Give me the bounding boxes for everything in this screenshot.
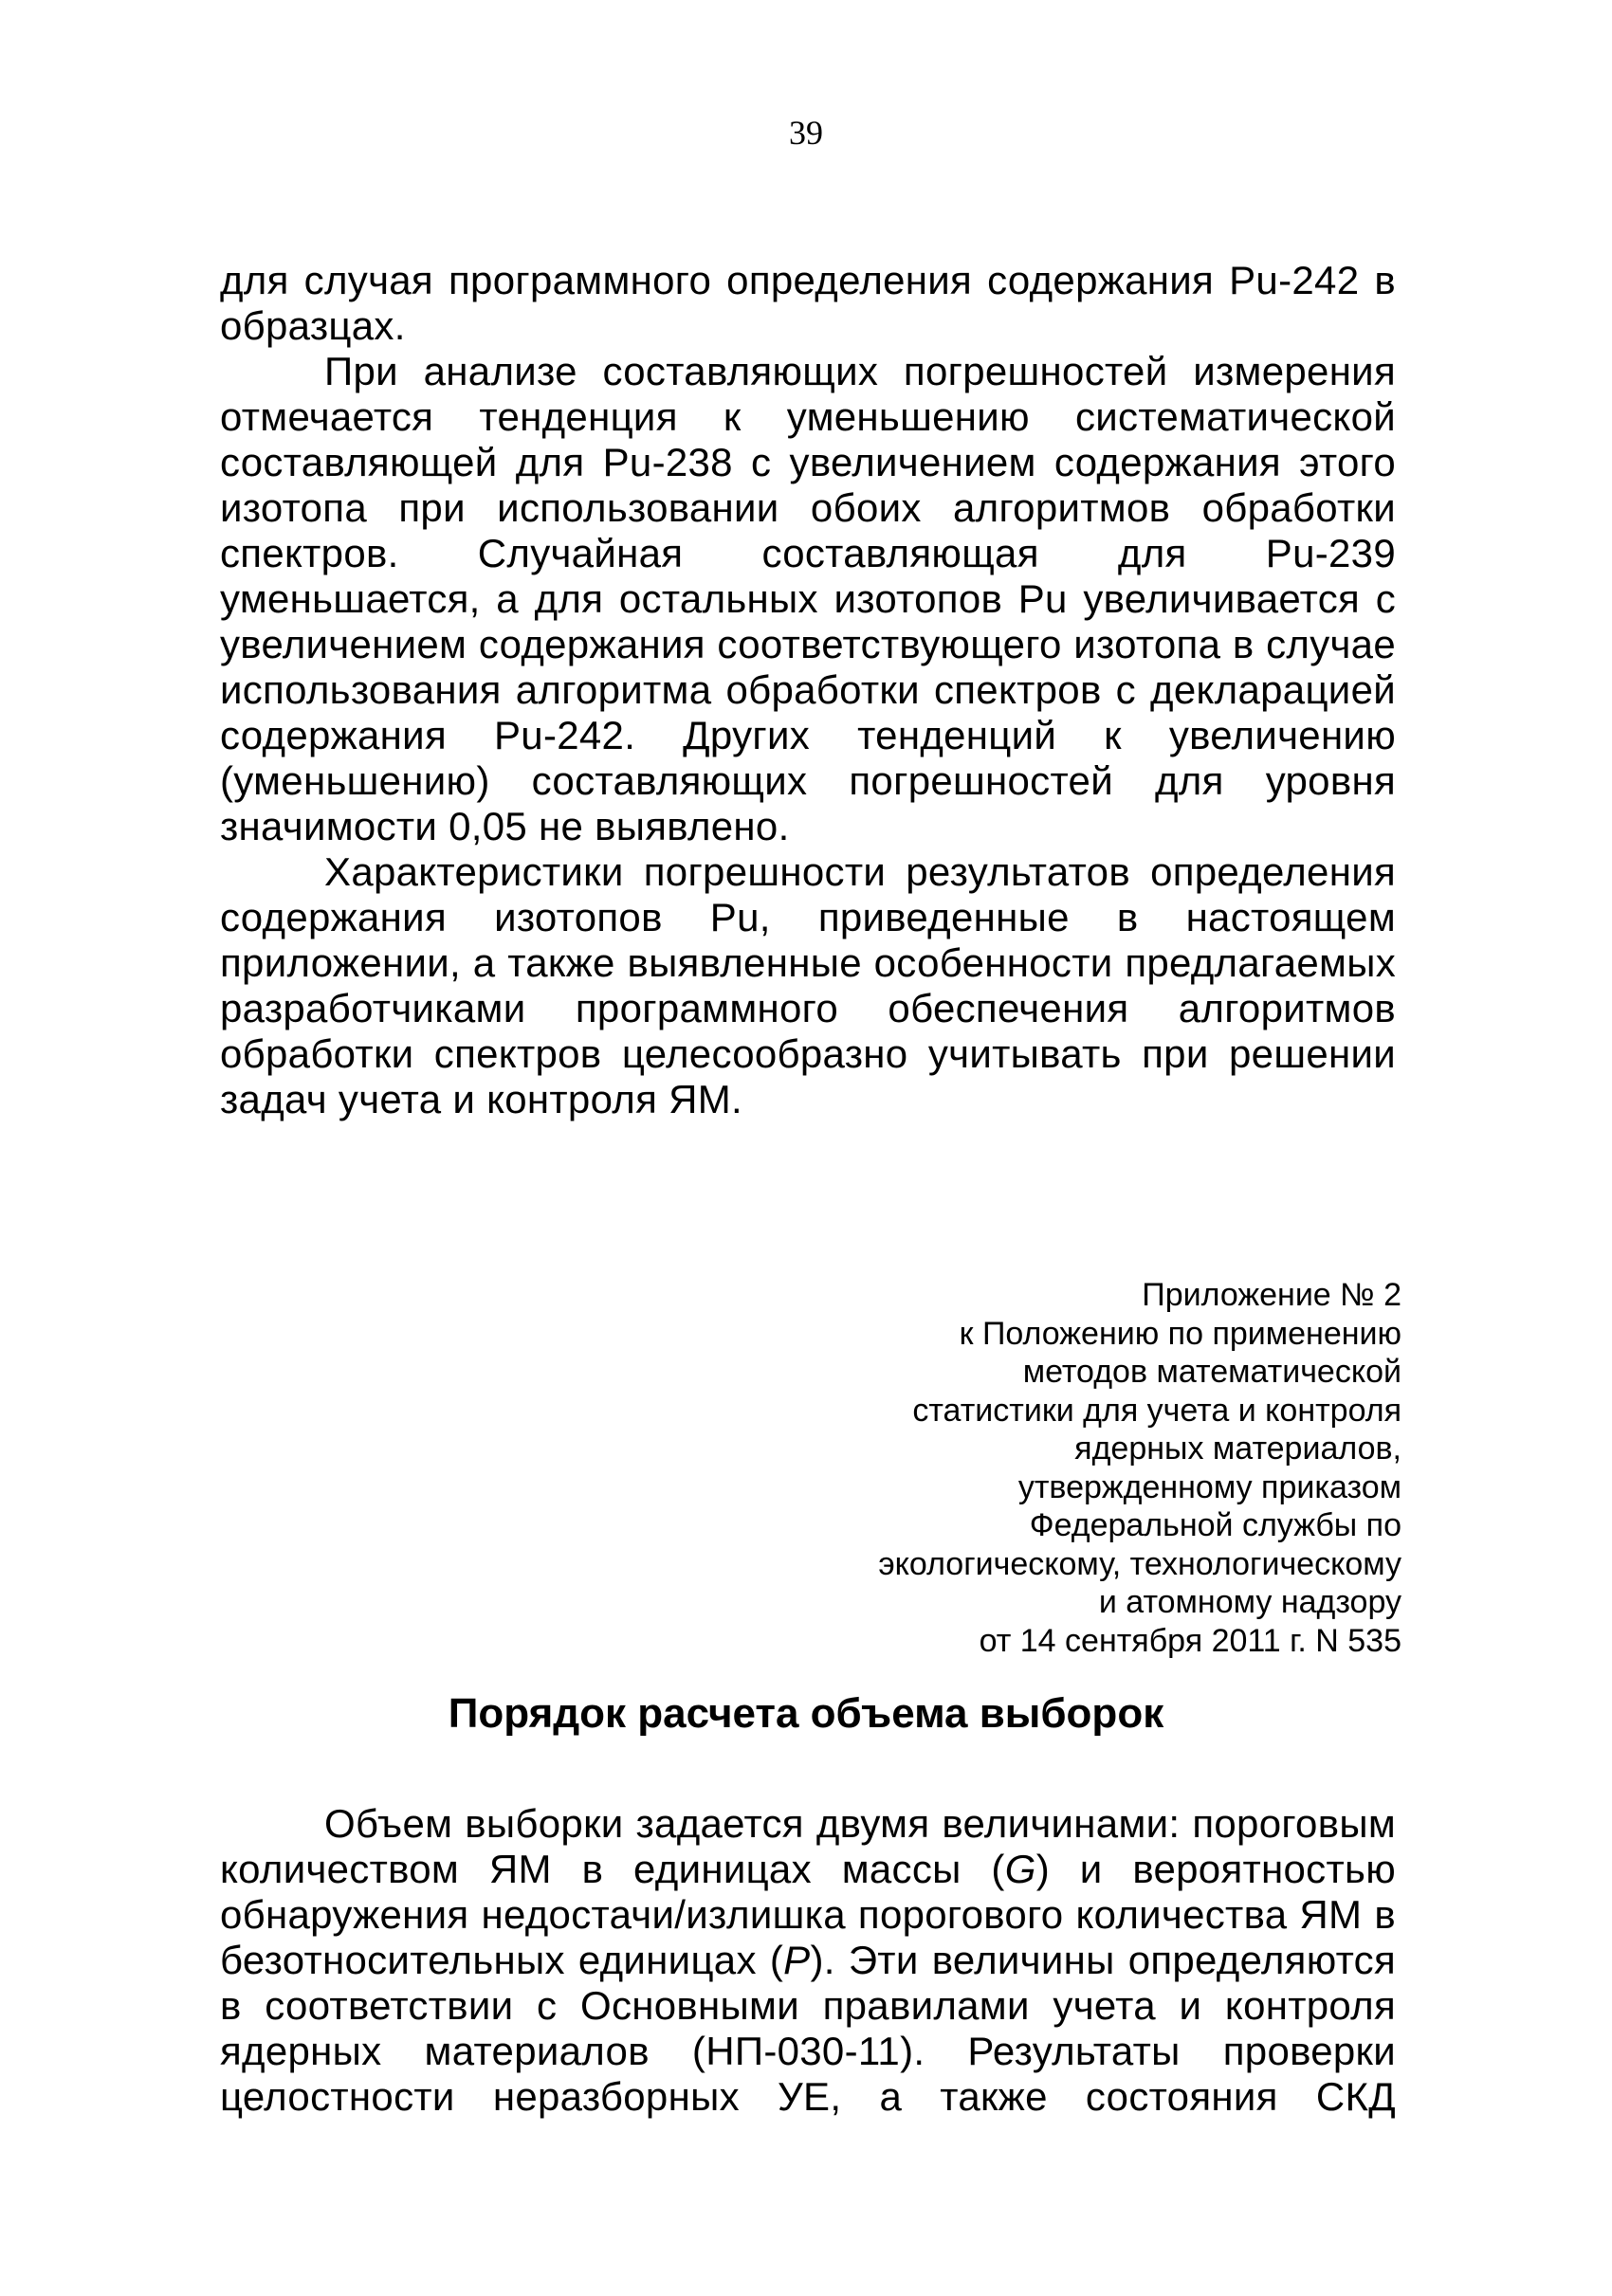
paragraph-sample-size [220,1801,1396,2120]
appendix-line: к Положению по применению [959,1315,1401,1352]
paragraph-text: ). Эти величины определяются в соответствии с Основными правилами учета и контроля ядерных материалов (НП-030-11). Результаты проверки целостности неразборных УЕ, а также состояния СКД [220,1938,1396,2119]
appendix-line: утвержденному приказом [1017,1468,1401,1505]
paragraph-text: Объем выборки задается двумя величинами: пороговым количеством ЯМ в единицах массы ( [220,1801,1396,1891]
section-title: Порядок расчета объема выборок [448,1690,1164,1737]
body-text-top [220,258,1396,1122]
paragraph-continuation: для случая программного определения содержания Pu-242 в образцах. [220,258,1396,348]
appendix-line: экологическому, технологическому [878,1545,1401,1582]
appendix-header [738,1276,1401,1660]
appendix-line: от 14 сентября 2011 г. N 535 [979,1622,1401,1659]
appendix-line: методов математической [1022,1354,1401,1390]
paragraph-error-characteristics: Характеристики погрешности результатов определения содержания изотопов Pu, приведенные в настоящем приложении, а также выявленные особенности предлагаемых разработчиками программного обеспечения алгоритмов обработки спектров целесообразно учитывать при решении задач учета и контроля ЯМ. [220,849,1396,1121]
variable-g: G [1004,1847,1036,1891]
appendix-line: Федеральной службы по [1029,1507,1401,1543]
body-text-bottom [220,1801,1396,2120]
variable-p: P [783,1938,811,1982]
appendix-line: ядерных материалов, [1074,1430,1401,1467]
appendix-line: и атомному надзору [1098,1584,1401,1620]
appendix-line: Приложение № 2 [1142,1277,1401,1313]
appendix-line: статистики для учета и контроля [912,1392,1401,1429]
page-number: 39 [789,114,823,152]
paragraph-error-analysis: При анализе составляющих погрешностей измерения отмечается тенденция к уменьшению систематической составляющей для Pu-238 с увеличением содержания этого изотопа при использовании обоих алгоритмов обработки спектров. Случайная составляющая для Pu-239 уменьшается, а для остальных изотопов Pu увеличивается с увеличением содержания соответствующего изотопа в случае использования алгоритма обработки спектров с декларацией содержания Pu-242. Других тенденций к увеличению (уменьшению) составляющих погрешностей для уровня значимости 0,05 не выявлено. [220,349,1396,848]
paragraph-text: ) и вероятностью обнаружения недостачи/излишка порогового количества ЯМ в безотносительных единицах ( [220,1847,1396,1982]
